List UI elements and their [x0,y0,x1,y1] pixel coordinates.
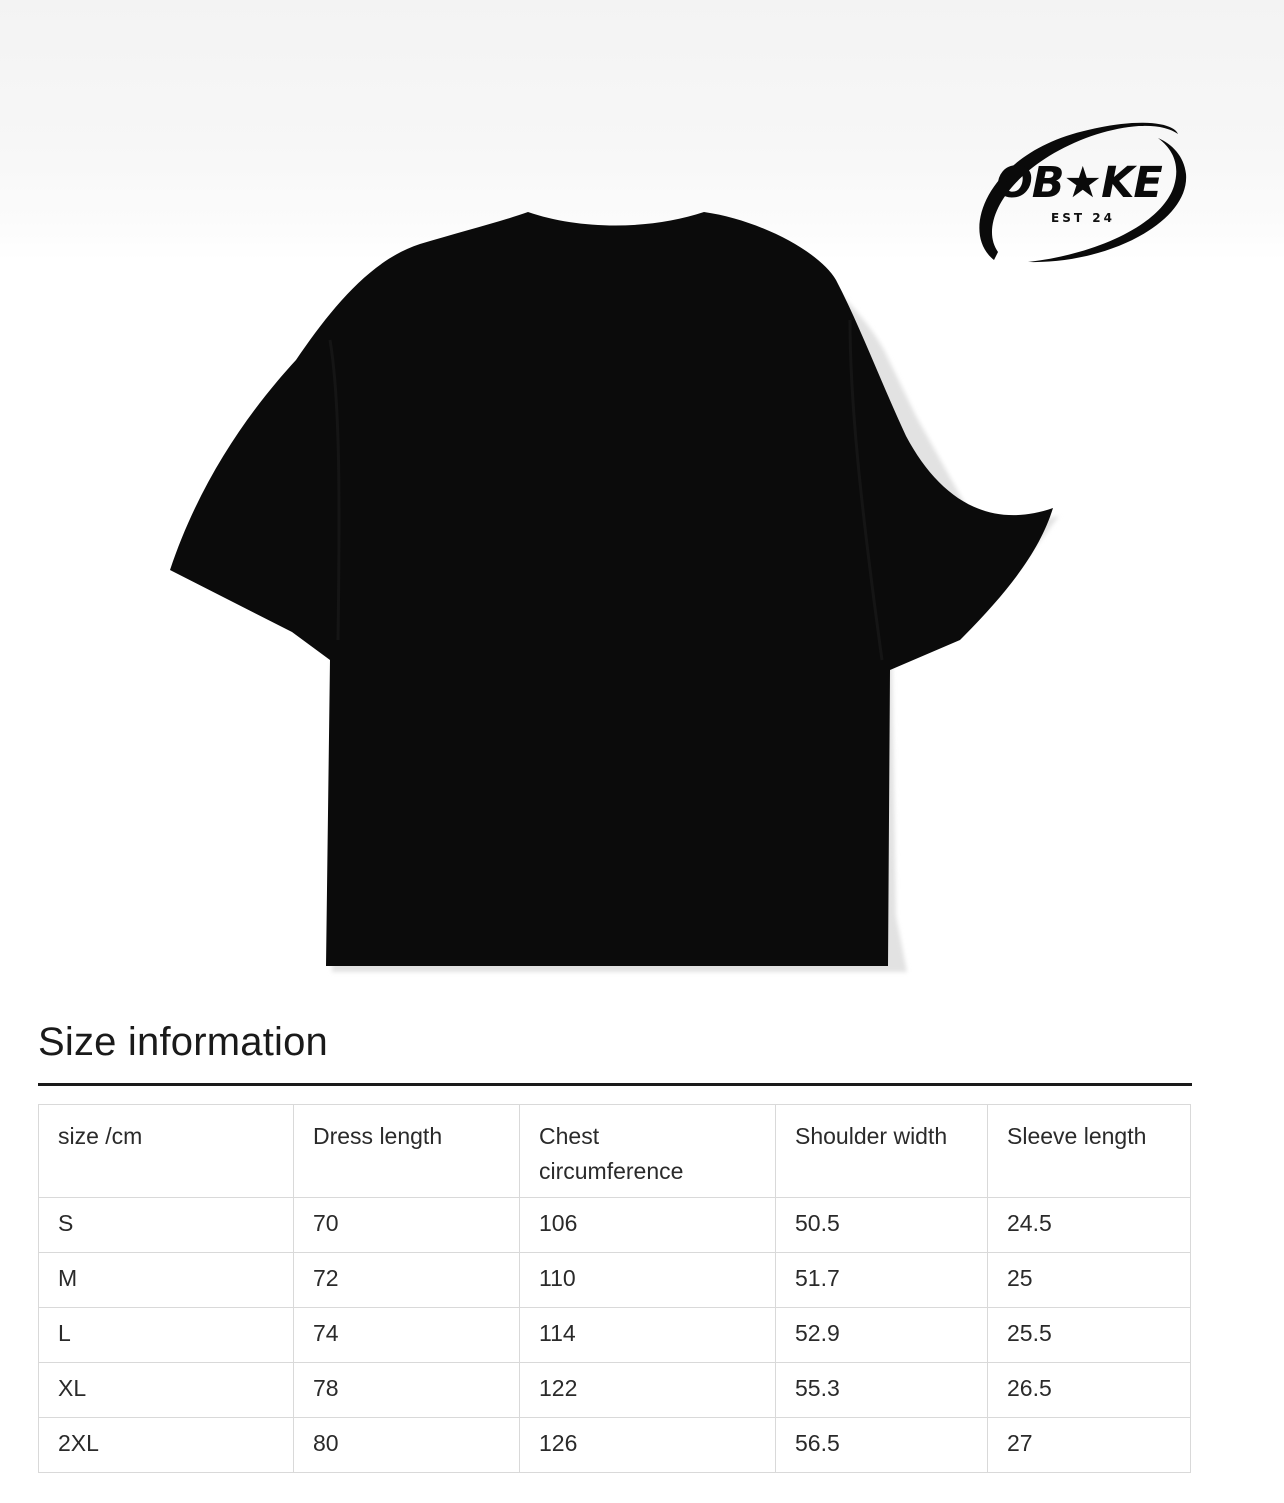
table-cell: 122 [520,1363,776,1418]
logo-wordmark: OB★KE [996,158,1162,208]
table-cell: 24.5 [988,1198,1191,1253]
size-cell: 2XL [39,1418,294,1473]
table-cell: 110 [520,1253,776,1308]
title-divider [38,1083,1192,1086]
size-cell: S [39,1198,294,1253]
table-cell: 78 [294,1363,520,1418]
table-header-row [39,1105,1191,1198]
column-header: Shoulder width [776,1105,988,1198]
column-header: Sleeve length [988,1105,1191,1198]
table-cell: 74 [294,1308,520,1363]
column-header: Chest circumference [520,1105,776,1198]
table-cell: 55.3 [776,1363,988,1418]
table-cell: 27 [988,1418,1191,1473]
table-row [39,1418,1191,1473]
table-cell: 52.9 [776,1308,988,1363]
table-cell: 25 [988,1253,1191,1308]
table-cell: 70 [294,1198,520,1253]
size-table [38,1104,1191,1473]
table-row [39,1198,1191,1253]
table-cell: 26.5 [988,1363,1191,1418]
table-cell: 56.5 [776,1418,988,1473]
table-cell: 51.7 [776,1253,988,1308]
table-cell: 106 [520,1198,776,1253]
size-cell: M [39,1253,294,1308]
table-cell: 114 [520,1308,776,1363]
tshirt-back-icon [160,200,1070,980]
table-cell: 72 [294,1253,520,1308]
table-cell: 25.5 [988,1308,1191,1363]
table-cell: 126 [520,1418,776,1473]
table-row [39,1363,1191,1418]
column-header: Dress length [294,1105,520,1198]
table-row [39,1308,1191,1363]
table-cell: 80 [294,1418,520,1473]
size-info-title: Size information [38,1020,328,1064]
column-header: size /cm [39,1105,294,1198]
logo-tagline: EST 24 [1051,211,1115,225]
size-cell: L [39,1308,294,1363]
table-cell: 50.5 [776,1198,988,1253]
product-image [160,200,1070,980]
table-row [39,1253,1191,1308]
size-cell: XL [39,1363,294,1418]
